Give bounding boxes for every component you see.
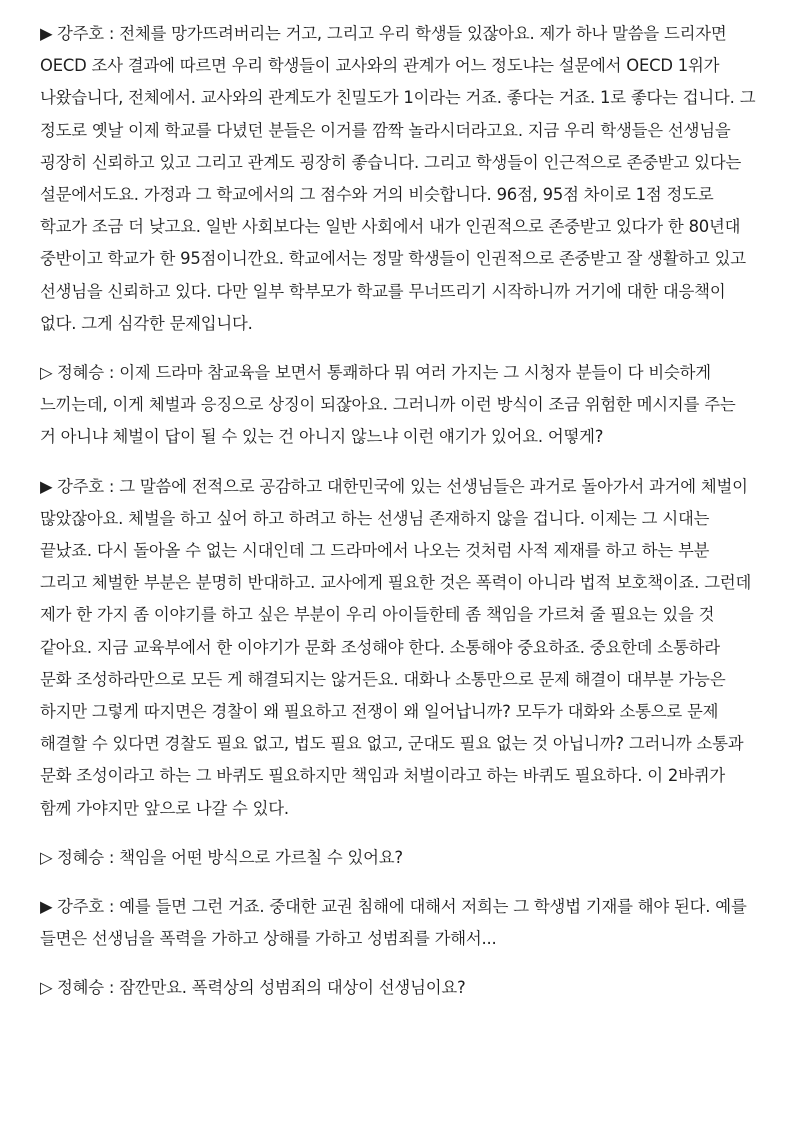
speaker-name: 강주호 [57,24,104,43]
speaker-name: 정혜승 [57,847,104,867]
speaker-name: 정혜승 [57,363,104,383]
document-page [40,18,756,1022]
transcript-paragraph: ▷ 정혜승 : 잠깐만요. 폭력상의 성범죄의 대상이 선생님이요? [40,972,756,1004]
filled-triangle-marker: ▶ [40,24,53,43]
transcript-paragraph: ▷ 정혜승 : 이제 드라마 참교육을 보면서 통쾌하다 뭐 여러 가지는 그 시청자 분들이 다 비슷하게 느끼는데, 이게 체벌과 응징으로 상징이 되잖아요. 그러니까 이런 방식이 조금 위험한 메시지를 주는 거 아니냐 체벌이 답이 될 수 있는 건 아니지 않느냐 이런 얘기가 있어요. 어떻게? [40,357,756,454]
paragraph-text: 잠깐만요. 폭력상의 성범죄의 대상이 선생님이요? [119,978,466,998]
transcript-paragraph: ▶ 강주호 : 전체를 망가뜨려버리는 거고, 그리고 우리 학생들 있잖아요. 제가 하나 말씀을 드리자면 OECD 조사 결과에 따르면 우리 학생들이 교사와의 관계가 어느 정도냐는 설문에서 OECD 1위가 나왔습니다, 전체에서. 교사와의 관계도가 친밀도가 1이라는 거죠. 좋다는 거죠. 1로 좋다는 겁니다. 그 정도로 옛날 이제 학교를 다녔던 분들은 이거를 깜짝 놀라시더라고요. 지금 우리 학생들은 선생님을 굉장히 신뢰하고 있고 그리고 관계도 굉장히 좋습니다. 그리고 학생들이 인근적으로 존중받고 있다는 설문에서도요. 가정과 그 학교에서의 그 점수와 거의 비슷합니다. 96점, 95점 차이로 1점 정도로 학교가 조금 더 낮고요. 일반 사회보다는 일반 사회에서 내가 인권적으로 존중받고 있다가 한 80년대 중반이고 학교가 한 95점이니깐요. 학교에서는 정말 학생들이 인권적으로 존중받고 잘 생활하고 있고 선생님을 신뢰하고 있다. 다만 일부 학부모가 학교를 무너뜨리기 시작하니까 거기에 대한 대응책이 없다. 그게 심각한 문제입니다. [40,18,756,340]
paragraph-text: 예를 들면 그런 거죠. 중대한 교권 침해에 대해서 저희는 그 학생법 기재를 해야 된다. 예를 들면은 선생님을 폭력을 가하고 상해를 가하고 성범죄를 가해서... [40,897,747,949]
paragraph-text: 책임을 어떤 방식으로 가르칠 수 있어요? [119,847,403,867]
filled-triangle-marker: ▶ [40,897,53,917]
transcript-paragraph: ▶ 강주호 : 예를 들면 그런 거죠. 중대한 교권 침해에 대해서 저희는 그 학생법 기재를 해야 된다. 예를 들면은 선생님을 폭력을 가하고 상해를 가하고 성범죄를 가해서... [40,891,756,955]
speaker-name: 정혜승 [57,978,104,998]
outline-triangle-marker: ▷ [40,847,53,867]
outline-triangle-marker: ▷ [40,978,53,998]
transcript-paragraph: ▷ 정혜승 : 책임을 어떤 방식으로 가르칠 수 있어요? [40,842,756,874]
filled-triangle-marker: ▶ [40,476,53,496]
paragraph-text: 전체를 망가뜨려버리는 거고, 그리고 우리 학생들 있잖아요. 제가 하나 말씀을 드리자면 OECD 조사 결과에 따르면 우리 학생들이 교사와의 관계가 어느 정도냐는 설문에서 OECD 1위가 나왔습니다, 전체에서. 교사와의 관계도가 친밀도가 1이라는 거죠. 좋다는 거죠. 1로 좋다는 겁니다. 그 정도로 옛날 이제 학교를 다녔던 분들은 이거를 깜짝 놀라시더라고요. 지금 우리 학생들은 선생님을 굉장히 신뢰하고 있고 그리고 관계도 굉장히 좋습니다. 그리고 학생들이 인근적으로 존중받고 있다는 설문에서도요. 가정과 그 학교에서의 그 점수와 거의 비슷합니다. 96점, 95점 차이로 1점 정도로 학교가 조금 더 낮고요. 일반 사회보다는 일반 사회에서 내가 인권적으로 존중받고 있다가 한 80년대 중반이고 학교가 한 95점이니깐요. 학교에서는 정말 학생들이 인권적으로 존중받고 잘 생활하고 있고 선생님을 신뢰하고 있다. 다만 일부 학부모가 학교를 무너뜨리기 시작하니까 거기에 대한 대응책이 없다. 그게 심각한 문제입니다. [40,24,756,333]
transcript-paragraph: ▶ 강주호 : 그 말씀에 전적으로 공감하고 대한민국에 있는 선생님들은 과거로 돌아가서 과거에 체벌이 많았잖아요. 체벌을 하고 싶어 하고 하려고 하는 선생님 존재하지 않을 겁니다. 이제는 그 시대는 끝났죠. 다시 돌아올 수 없는 시대인데 그 드라마에서 나오는 것처럼 사적 제재를 하고 하는 부분 그리고 체벌한 부분은 분명히 반대하고. 교사에게 필요한 것은 폭력이 아니라 법적 보호책이죠. 그런데 제가 한 가지 좀 이야기를 하고 싶은 부분이 우리 아이들한테 좀 책임을 가르쳐 줄 필요는 있을 것 같아요. 지금 교육부에서 한 이야기가 문화 조성해야 한다. 소통해야 중요하죠. 중요한데 소통하라 문화 조성하라만으로 모든 게 해결되지는 않거든요. 대화나 소통만으로 문제 해결이 대부분 가능은 하지만 그렇게 따지면은 경찰이 왜 필요하고 전쟁이 왜 일어납니까? 모두가 대화와 소통으로 문제 해결할 수 있다면 경찰도 필요 없고, 법도 필요 없고, 군대도 필요 없는 것 아닙니까? 그러니까 소통과 문화 조성이라고 하는 그 바퀴도 필요하지만 책임과 처벌이라고 하는 바퀴도 필요하다. 이 2바퀴가 함께 가야지만 앞으로 나갈 수 있다. [40,471,756,825]
paragraph-text: 그 말씀에 전적으로 공감하고 대한민국에 있는 선생님들은 과거로 돌아가서 과거에 체벌이 많았잖아요. 체벌을 하고 싶어 하고 하려고 하는 선생님 존재하지 않을 겁니다. 이제는 그 시대는 끝났죠. 다시 돌아올 수 없는 시대인데 그 드라마에서 나오는 것처럼 사적 제재를 하고 하는 부분 그리고 체벌한 부분은 분명히 반대하고. 교사에게 필요한 것은 폭력이 아니라 법적 보호책이죠. 그런데 제가 한 가지 좀 이야기를 하고 싶은 부분이 우리 아이들한테 좀 책임을 가르쳐 줄 필요는 있을 것 같아요. 지금 교육부에서 한 이야기가 문화 조성해야 한다. 소통해야 중요하죠. 중요한데 소통하라 문화 조성하라만으로 모든 게 해결되지는 않거든요. 대화나 소통만으로 문제 해결이 대부분 가능은 하지만 그렇게 따지면은 경찰이 왜 필요하고 전쟁이 왜 일어납니까? 모두가 대화와 소통으로 문제 해결할 수 있다면 경찰도 필요 없고, 법도 필요 없고, 군대도 필요 없는 것 아닙니까? 그러니까 소통과 문화 조성이라고 하는 그 바퀴도 필요하지만 책임과 처벌이라고 하는 바퀴도 필요하다. 이 2바퀴가 함께 가야지만 앞으로 나갈 수 있다. [40,476,752,818]
outline-triangle-marker: ▷ [40,363,53,383]
paragraph-text: 이제 드라마 참교육을 보면서 통쾌하다 뭐 여러 가지는 그 시청자 분들이 다 비슷하게 느끼는데, 이게 체벌과 응징으로 상징이 되잖아요. 그러니까 이런 방식이 조금 위험한 메시지를 주는 거 아니냐 체벌이 답이 될 수 있는 건 아니지 않느냐 이런 얘기가 있어요. 어떻게? [40,363,736,447]
speaker-name: 강주호 [57,897,104,917]
speaker-name: 강주호 [57,476,104,496]
